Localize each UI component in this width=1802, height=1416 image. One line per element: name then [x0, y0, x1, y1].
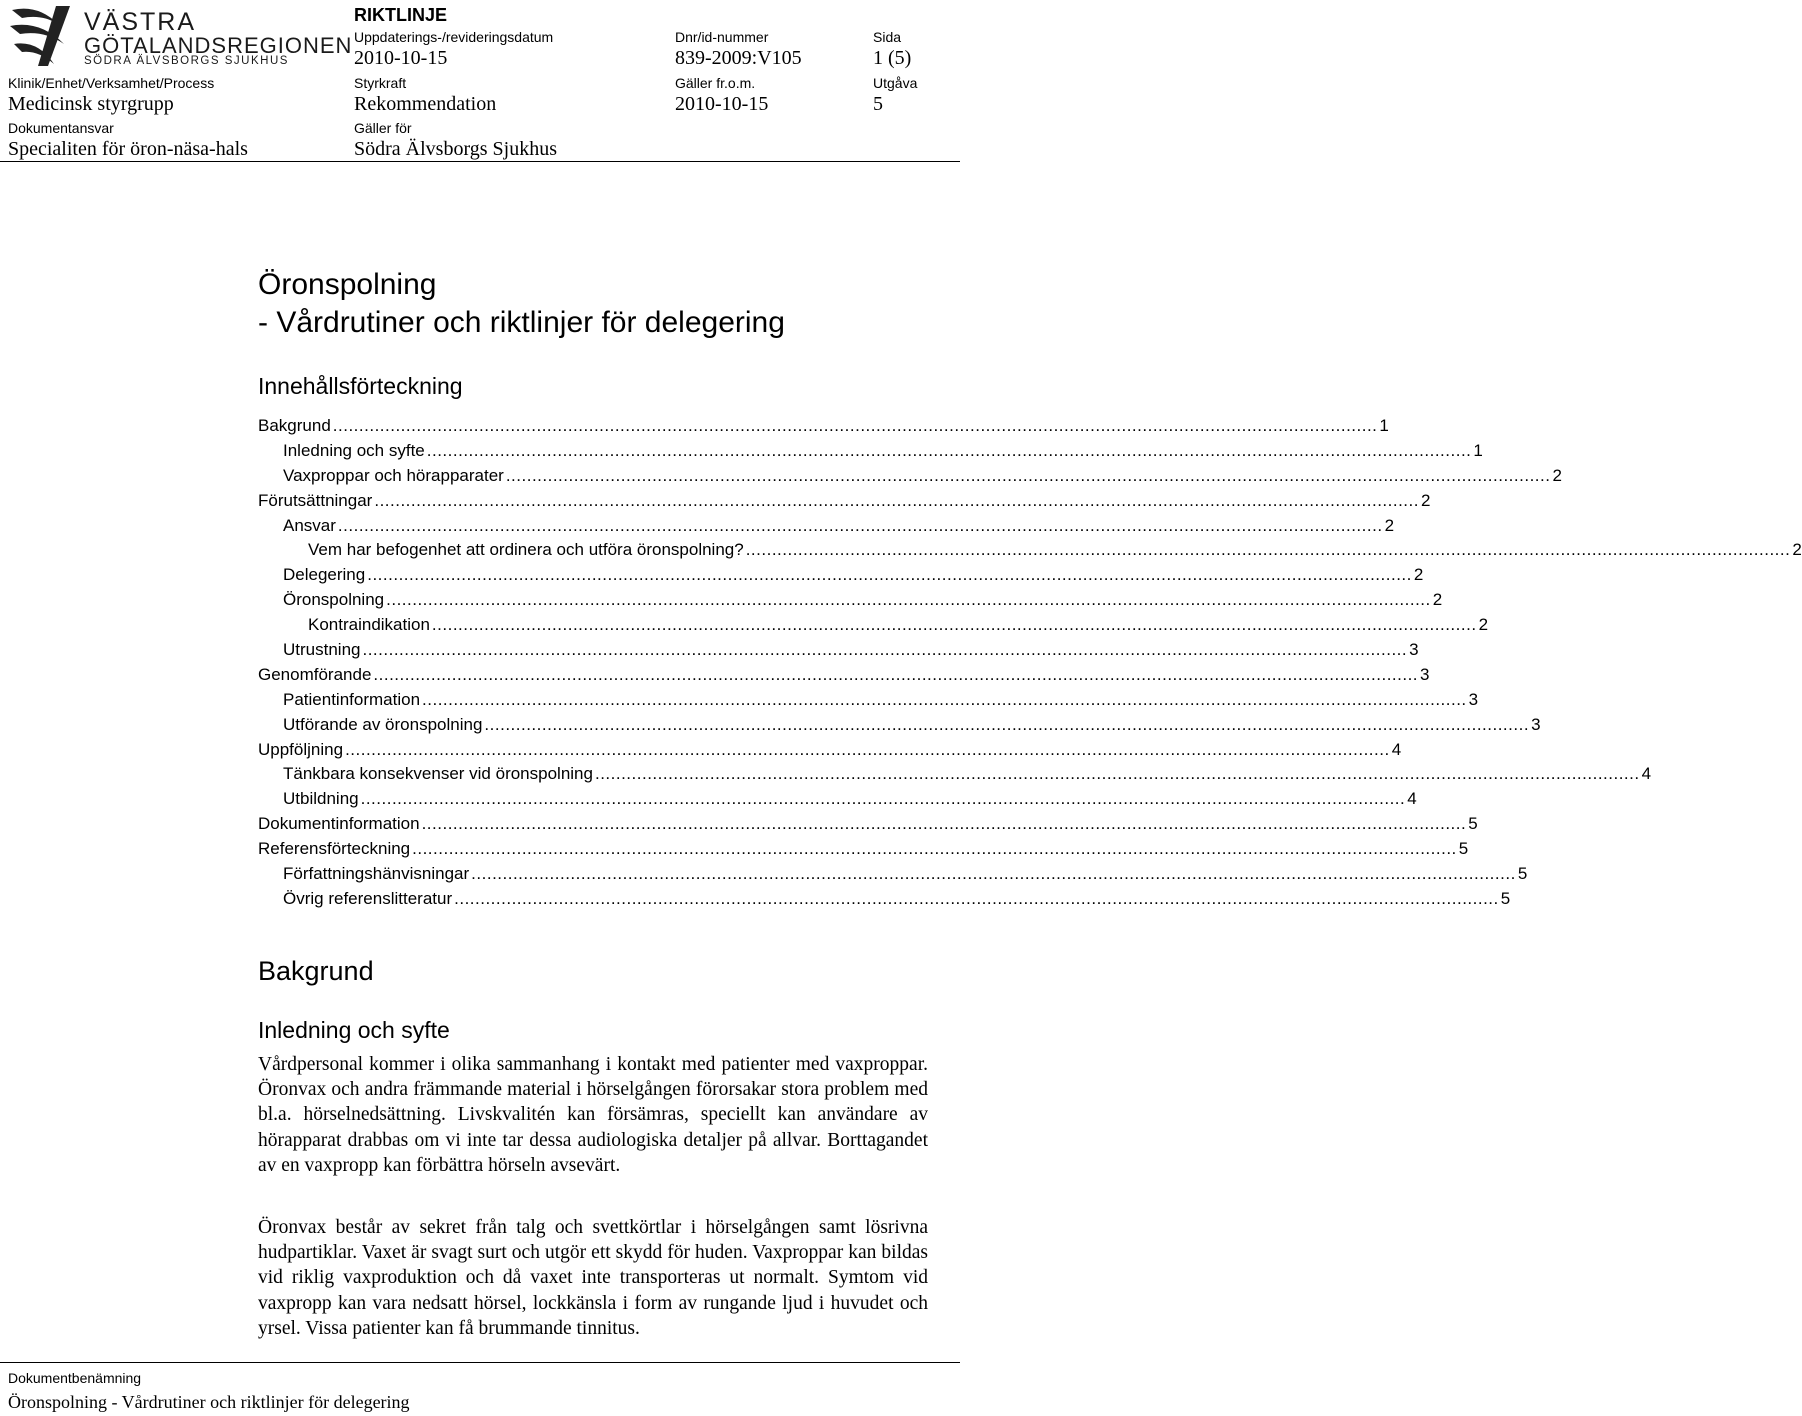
toc-entry-title: Förutsättningar [258, 489, 374, 513]
toc-dot-leader: ........................................................................................................................................................................................................ [386, 590, 1431, 610]
toc-entry[interactable] [258, 514, 1395, 539]
toc-dot-leader: ........................................................................................................................................................................................................ [745, 540, 1791, 560]
toc-entry[interactable] [258, 887, 1511, 912]
toc-entry-page: 2 [1552, 465, 1562, 485]
toc-entry[interactable] [258, 862, 1528, 887]
toc-entry-page: 3 [1409, 640, 1419, 660]
toc-entry-page: 3 [1531, 714, 1541, 734]
toc-dot-leader: ........................................................................................................................................................................................................ [471, 864, 1516, 884]
toc-dot-leader: ........................................................................................................................................................................................................ [426, 440, 1472, 460]
applies-label: Gäller för [354, 120, 412, 136]
toc-entry-page: 3 [1420, 664, 1430, 684]
toc-entry-title: Kontraindikation [258, 613, 432, 637]
toc-entry-title: Författningshänvisningar [258, 862, 471, 886]
toc-entry-page: 2 [1384, 515, 1395, 535]
toc-entry-title: Öronspolning [258, 588, 386, 612]
logo-line-3: SÖDRA ÄLVSBORGS SJUKHUS [84, 55, 289, 67]
toc-entry-page: 4 [1391, 739, 1402, 759]
toc-entry[interactable] [258, 713, 1541, 738]
toc-entry-page: 2 [1792, 540, 1802, 560]
toc-dot-leader: ........................................................................................................................................................................................................ [454, 888, 1499, 908]
toc-dot-leader: ........................................................................................................................................................................................................ [505, 465, 1551, 485]
page-label: Sida [873, 29, 902, 45]
applies-value: Södra Älvsborgs Sjukhus [354, 138, 557, 160]
toc-entry-title: Patientinformation [258, 688, 422, 712]
owner-label: Dokumentansvar [8, 120, 114, 136]
toc-entry-page: 1 [1379, 416, 1389, 435]
valid-from-label: Gäller fr.o.m. [675, 75, 756, 91]
toc-entry-title: Delegering [258, 563, 367, 587]
toc-entry-title: Dokumentinformation [258, 812, 422, 836]
body-paragraph-1: Vårdpersonal kommer i olika sammanhang i kontakt med patienter med vaxproppar. Öronvax och andra främmande material i hörselgången förorsakar stora problem med bl.a. hörselnedsättning. Livskvalitén kan försämras, speciellt kan användare av hörapparat drabbas om vi inte tar dessa audiologiska detaljer på allvar. Borttagandet av en vaxpropp kan förbättra hörseln avsevärt. [258, 1054, 928, 1176]
toc-dot-leader: ........................................................................................................................................................................................................ [360, 789, 1406, 809]
toc-entry[interactable] [258, 414, 1389, 439]
toc-entry-title: Utbildning [258, 787, 361, 811]
dnr-label: Dnr/id-nummer [675, 29, 769, 45]
toc-entry[interactable] [258, 439, 1483, 464]
edition-label: Utgåva [873, 75, 918, 91]
updated-date-label: Uppdaterings-/revideringsdatum [354, 29, 554, 45]
toc-entry[interactable] [258, 588, 1443, 613]
toc-dot-leader: ........................................................................................................................................................................................................ [484, 714, 1530, 734]
footer-label: Dokumentbenämning [8, 1370, 142, 1386]
unit-value: Medicinsk styrgrupp [8, 93, 174, 115]
toc-entry-page: 5 [1458, 839, 1469, 859]
toc-entry-page: 2 [1478, 615, 1489, 635]
toc-dot-leader: ........................................................................................................................................................................................................ [332, 416, 1378, 435]
toc-entry[interactable] [258, 688, 1479, 713]
toc-entry-title: Vaxproppar och hörapparater [258, 464, 506, 488]
toc-entry-page: 2 [1420, 490, 1431, 510]
toc-entry-title: Genomförande [258, 663, 373, 687]
toc-dot-leader: ........................................................................................................................................................................................................ [374, 490, 1419, 510]
toc-entry-title: Bakgrund [258, 414, 333, 438]
document-title-line-2: - Vårdrutiner och riktlinjer för delegering [258, 306, 785, 339]
toc-entry-page: 4 [1641, 764, 1652, 784]
toc-dot-leader: ........................................................................................................................................................................................................ [422, 689, 1467, 709]
toc-entry-title: Vem har befogenhet att ordinera och utföra öronspolning? [258, 538, 746, 562]
toc-entry-title: Referensförteckning [258, 837, 412, 861]
edition-value: 5 [873, 93, 883, 115]
toc-entry[interactable] [258, 538, 1802, 563]
logo-line-1: VÄSTRA [84, 8, 197, 36]
toc-entry-page: 2 [1413, 565, 1424, 585]
strength-label: Styrkraft [354, 75, 407, 91]
toc-entry-title: Utförande av öronspolning [258, 713, 484, 737]
toc-entry[interactable] [258, 787, 1417, 812]
toc-dot-leader: ........................................................................................................................................................................................................ [373, 664, 1419, 684]
toc-entry-title: Inledning och syfte [258, 439, 427, 463]
valid-from-value: 2010-10-15 [675, 93, 769, 115]
toc-entry-title: Utrustning [258, 638, 362, 662]
toc-dot-leader: ........................................................................................................................................................................................................ [431, 615, 1477, 635]
toc-dot-leader: ........................................................................................................................................................................................................ [412, 839, 1457, 859]
toc-entry-page: 3 [1468, 689, 1479, 709]
toc-entry[interactable] [258, 613, 1489, 638]
document-type: RIKTLINJE [354, 5, 448, 25]
dnr-value: 839-2009:V105 [675, 47, 802, 69]
toc-entry[interactable] [258, 762, 1652, 787]
footer-divider [0, 1362, 960, 1363]
toc-entry[interactable] [258, 663, 1430, 688]
toc-entry[interactable] [258, 738, 1402, 763]
toc-entry[interactable] [258, 489, 1431, 514]
toc-dot-leader: ........................................................................................................................................................................................................ [362, 640, 1408, 660]
unit-label: Klinik/Enhet/Verksamhet/Process [8, 75, 215, 91]
toc-entry-title: Tänkbara konsekvenser vid öronspolning [258, 762, 595, 786]
toc-entry[interactable] [258, 563, 1424, 588]
region-emblem-icon [8, 4, 82, 70]
toc-entry[interactable] [258, 812, 1478, 837]
toc-dot-leader: ........................................................................................................................................................................................................ [367, 565, 1412, 585]
toc-entry-title: Övrig referenslitteratur [258, 887, 454, 911]
toc-entry[interactable] [258, 837, 1469, 862]
subsection-heading: Inledning och syfte [258, 1017, 450, 1043]
table-of-contents [258, 414, 1802, 912]
updated-date-value: 2010-10-15 [354, 47, 448, 69]
toc-entry-page: 2 [1432, 590, 1443, 610]
toc-entry-page: 1 [1473, 440, 1483, 460]
section-heading: Bakgrund [258, 956, 374, 986]
toc-dot-leader: ........................................................................................................................................................................................................ [337, 515, 1383, 535]
toc-entry[interactable] [258, 464, 1562, 489]
strength-value: Rekommendation [354, 93, 497, 115]
document-title-line-1: Öronspolning [258, 268, 437, 301]
toc-entry-page: 4 [1407, 789, 1417, 809]
toc-heading: Innehållsförteckning [258, 373, 463, 399]
owner-value: Specialiten för öron-näsa-hals [8, 138, 248, 160]
logo-line-2: GÖTALANDSREGIONEN [84, 33, 353, 58]
toc-entry-title: Uppföljning [258, 738, 345, 762]
toc-entry-page: 5 [1468, 814, 1478, 834]
toc-entry[interactable] [258, 638, 1419, 663]
toc-entry-page: 5 [1517, 864, 1528, 884]
toc-dot-leader: ........................................................................................................................................................................................................ [421, 814, 1467, 834]
footer-document-name: Öronspolning - Vårdrutiner och riktlinjer för delegering [8, 1392, 410, 1412]
body-paragraph-2: Öronvax består av sekret från talg och svettkörtlar i hörselgången samt lösrivna hudpartiklar. Vaxet är svagt surt och utgör ett skydd för huden. Vaxproppar kan bildas vid riklig vaxproduktion och då vaxet inte transporteras ut normalt. Symtom vid vaxpropp kan vara nedsatt hörsel, lockkänsla i form av rungande ljud i huvudet och yrsel. Vissa patienter kan få brummande tinnitus. [258, 1217, 928, 1339]
toc-dot-leader: ........................................................................................................................................................................................................ [345, 739, 1390, 759]
toc-entry-page: 5 [1500, 888, 1511, 908]
page-value: 1 (5) [873, 47, 912, 69]
toc-dot-leader: ........................................................................................................................................................................................................ [594, 764, 1640, 784]
header-divider [0, 161, 960, 162]
toc-entry-title: Ansvar [258, 514, 338, 538]
